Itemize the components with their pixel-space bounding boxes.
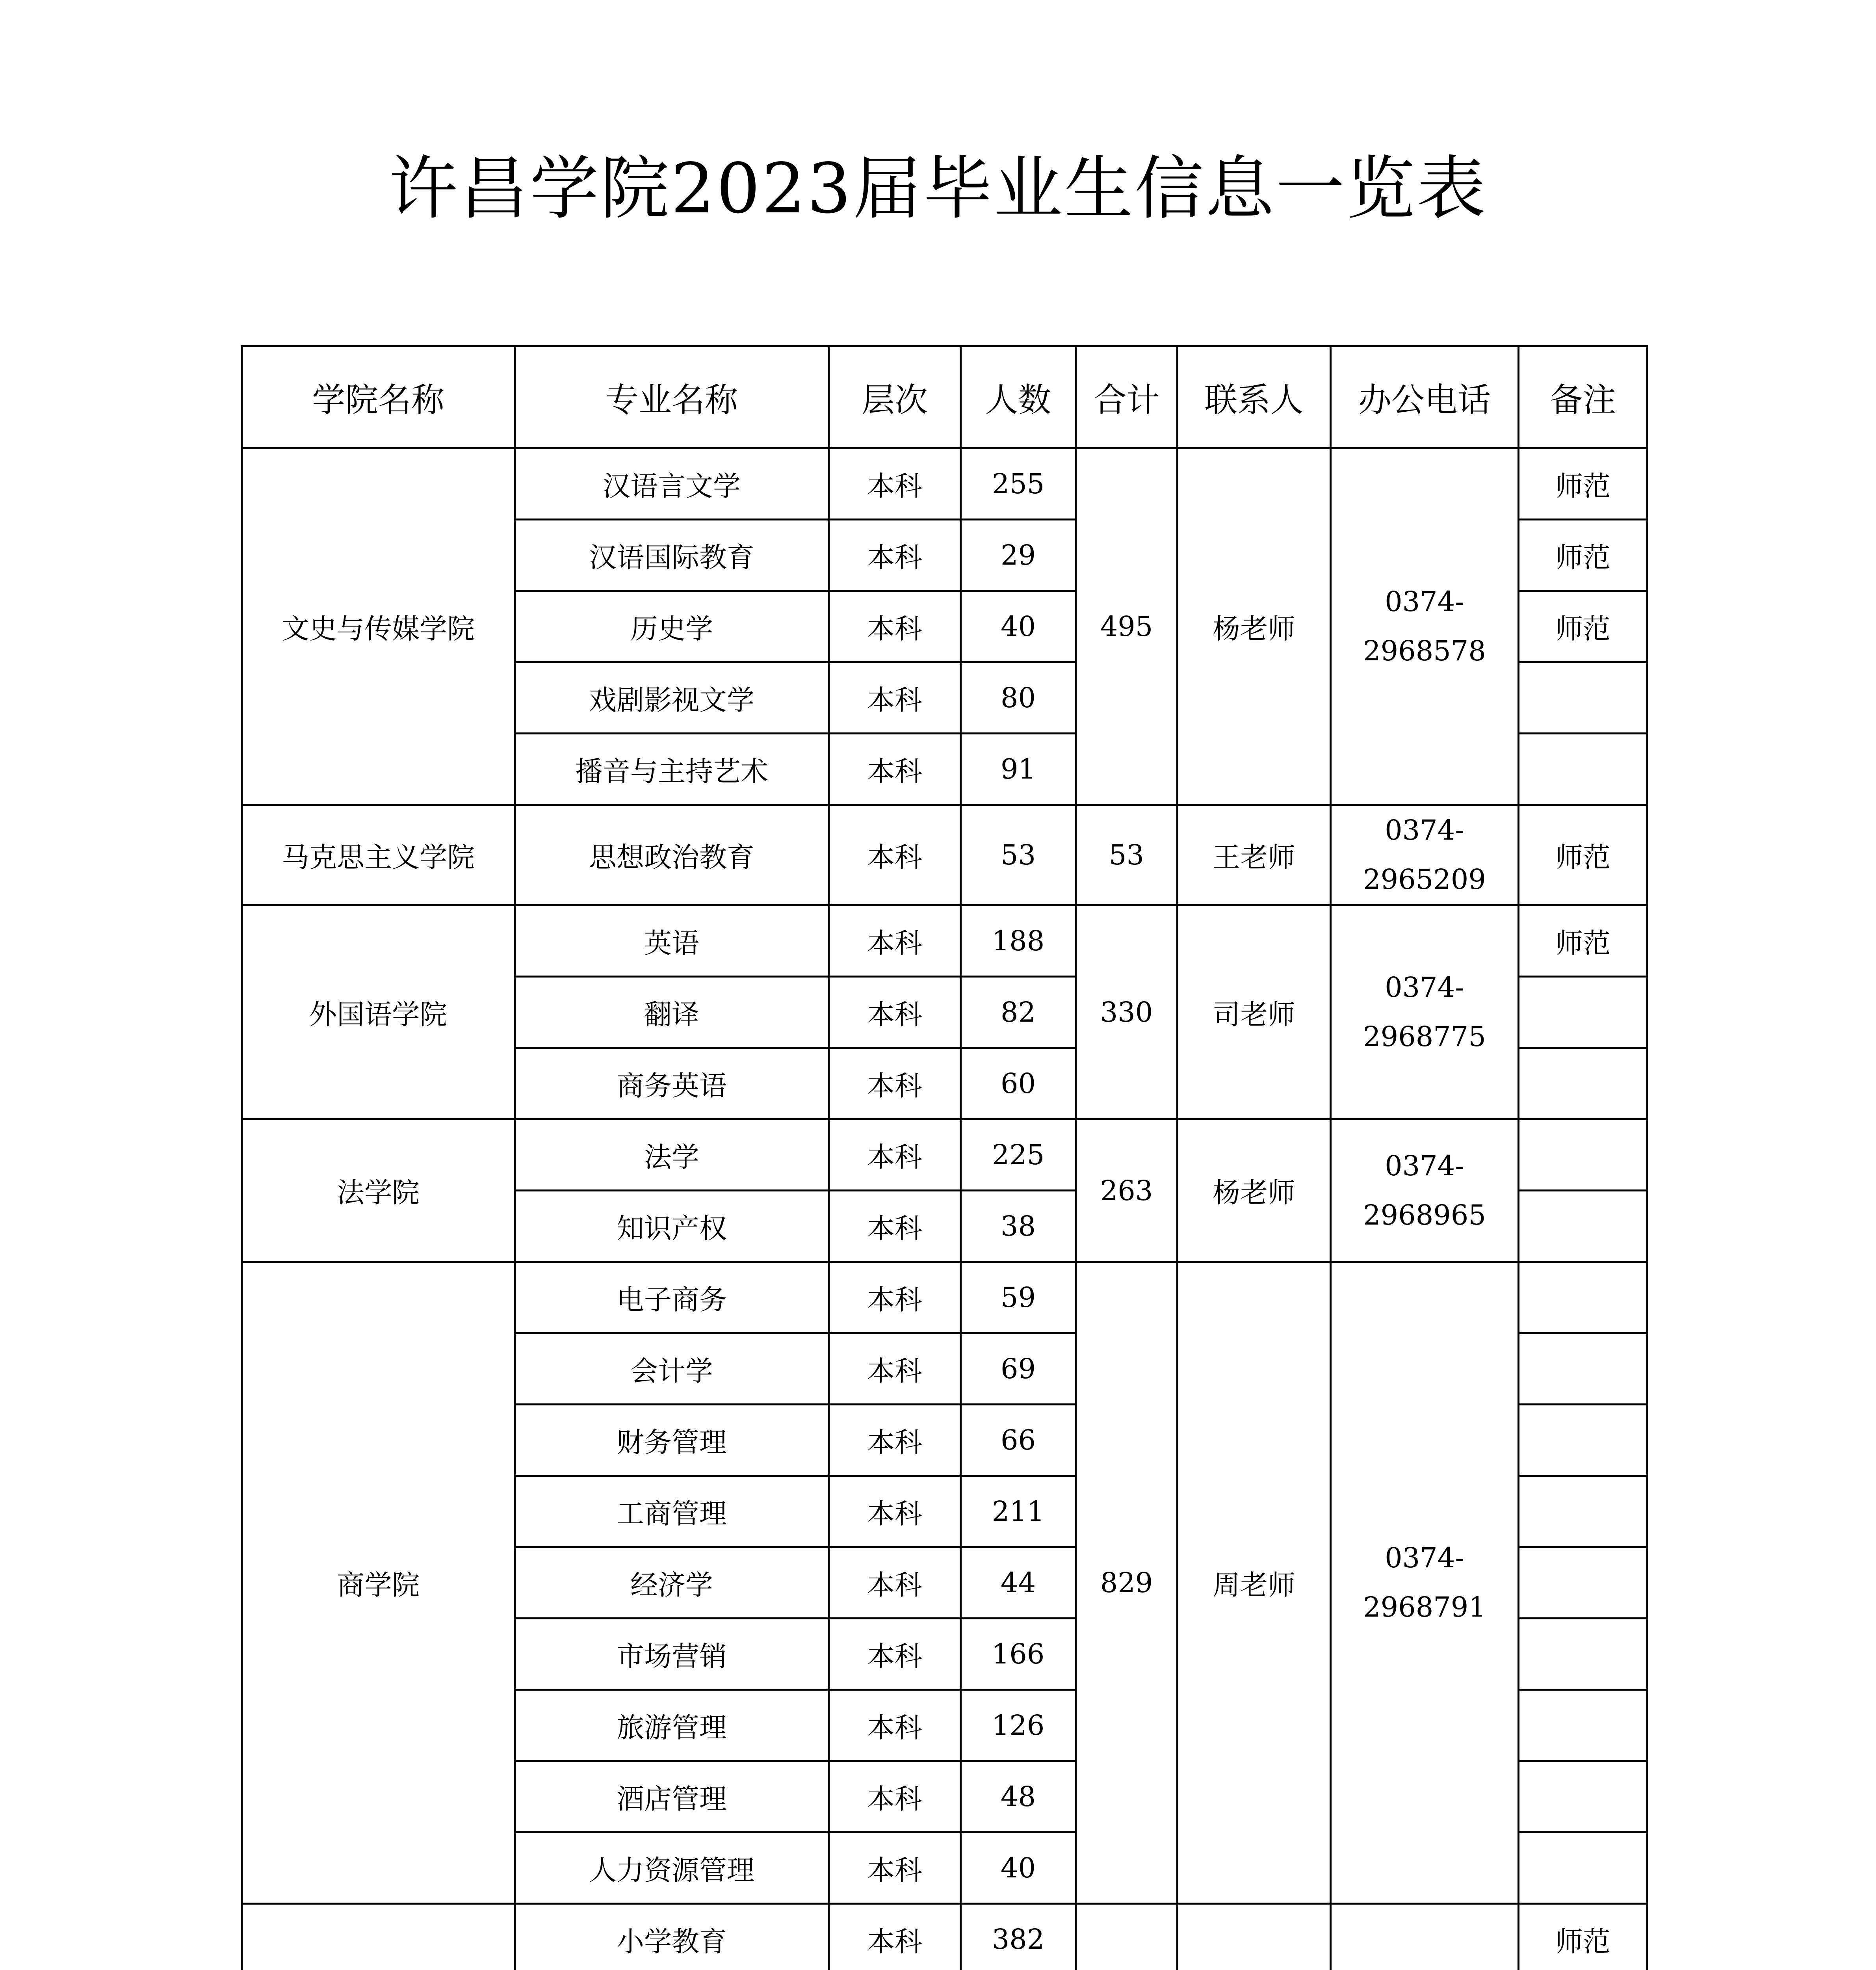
major-level: 本科 (829, 591, 961, 662)
college-contact: 司老师 (1178, 905, 1331, 1119)
major-note (1519, 662, 1648, 734)
table-row (242, 448, 1648, 520)
major-level: 本科 (829, 1333, 961, 1405)
major-note (1519, 1832, 1648, 1904)
major-name: 经济学 (515, 1547, 829, 1619)
college-total: 829 (1076, 1262, 1178, 1904)
header-note: 备注 (1519, 346, 1648, 448)
major-count: 211 (961, 1476, 1076, 1547)
phone-area: 0374- (1385, 1542, 1464, 1574)
college-phone (1331, 805, 1519, 905)
major-name: 汉语国际教育 (515, 520, 829, 591)
major-count: 44 (961, 1547, 1076, 1619)
major-count: 59 (961, 1262, 1076, 1333)
major-level: 本科 (829, 805, 961, 905)
table-row (242, 1262, 1648, 1333)
phone-area: 0374- (1385, 585, 1464, 618)
major-name: 酒店管理 (515, 1761, 829, 1832)
major-name: 戏剧影视文学 (515, 662, 829, 734)
major-note (1519, 1119, 1648, 1191)
major-count: 126 (961, 1690, 1076, 1761)
major-name: 会计学 (515, 1333, 829, 1405)
major-count: 60 (961, 1048, 1076, 1119)
major-name: 旅游管理 (515, 1690, 829, 1761)
major-level: 本科 (829, 662, 961, 734)
major-note: 师范 (1519, 1904, 1648, 1970)
major-count: 29 (961, 520, 1076, 591)
major-name: 市场营销 (515, 1619, 829, 1690)
major-level: 本科 (829, 1832, 961, 1904)
college-name (242, 1904, 515, 1970)
college-phone (1331, 1119, 1519, 1262)
header-contact: 联系人 (1178, 346, 1331, 448)
major-name: 思想政治教育 (515, 805, 829, 905)
page-title: 许昌学院2023届毕业生信息一览表 (388, 149, 1488, 229)
college-contact: 王老师 (1178, 805, 1331, 905)
major-note (1519, 1761, 1648, 1832)
table-row (242, 1904, 1648, 1970)
major-level: 本科 (829, 905, 961, 977)
major-level: 本科 (829, 1619, 961, 1690)
major-count: 40 (961, 1832, 1076, 1904)
header-row (242, 346, 1648, 448)
major-level: 本科 (829, 1191, 961, 1262)
major-level: 本科 (829, 448, 961, 520)
table-row (242, 905, 1648, 977)
phone-number: 2968775 (1363, 1020, 1486, 1053)
major-level: 本科 (829, 1547, 961, 1619)
major-name: 法学 (515, 1119, 829, 1191)
header-total: 合计 (1076, 346, 1178, 448)
major-note (1519, 1619, 1648, 1690)
major-count: 38 (961, 1191, 1076, 1262)
major-note: 师范 (1519, 905, 1648, 977)
major-note (1519, 1405, 1648, 1476)
header-count: 人数 (961, 346, 1076, 448)
major-count: 66 (961, 1405, 1076, 1476)
college-total: 330 (1076, 905, 1178, 1119)
major-count: 255 (961, 448, 1076, 520)
college-total (1076, 1904, 1178, 1970)
major-note: 师范 (1519, 591, 1648, 662)
major-note (1519, 1262, 1648, 1333)
major-note: 师范 (1519, 448, 1648, 520)
major-count: 69 (961, 1333, 1076, 1405)
major-name: 财务管理 (515, 1405, 829, 1476)
major-level: 本科 (829, 1119, 961, 1191)
major-name: 工商管理 (515, 1476, 829, 1547)
phone-number: 2965209 (1363, 863, 1486, 896)
major-level: 本科 (829, 1476, 961, 1547)
major-count: 80 (961, 662, 1076, 734)
college-contact: 杨老师 (1178, 1119, 1331, 1262)
major-level: 本科 (829, 734, 961, 805)
college-contact: 杨老师 (1178, 448, 1331, 805)
major-note (1519, 1690, 1648, 1761)
college-name: 法学院 (242, 1119, 515, 1262)
major-count: 188 (961, 905, 1076, 977)
major-note (1519, 1333, 1648, 1405)
major-note (1519, 734, 1648, 805)
phone-number: 2968791 (1363, 1591, 1486, 1623)
major-name: 电子商务 (515, 1262, 829, 1333)
major-name: 知识产权 (515, 1191, 829, 1262)
major-level: 本科 (829, 1048, 961, 1119)
college-name: 文史与传媒学院 (242, 448, 515, 805)
header-phone: 办公电话 (1331, 346, 1519, 448)
phone-area: 0374- (1385, 814, 1464, 846)
major-name: 小学教育 (515, 1904, 829, 1970)
major-count: 91 (961, 734, 1076, 805)
college-total: 53 (1076, 805, 1178, 905)
phone-number: 2968965 (1363, 1199, 1486, 1231)
major-count: 40 (961, 591, 1076, 662)
college-phone (1331, 448, 1519, 805)
college-contact (1178, 1904, 1331, 1970)
major-level: 本科 (829, 1904, 961, 1970)
major-name: 翻译 (515, 977, 829, 1048)
college-phone (1331, 905, 1519, 1119)
major-name: 商务英语 (515, 1048, 829, 1119)
major-count: 166 (961, 1619, 1076, 1690)
graduates-table (241, 345, 1648, 1970)
table-row (242, 805, 1648, 905)
major-count: 82 (961, 977, 1076, 1048)
phone-number: 2968578 (1363, 635, 1486, 667)
major-name: 历史学 (515, 591, 829, 662)
header-level: 层次 (829, 346, 961, 448)
major-level: 本科 (829, 1761, 961, 1832)
major-name: 人力资源管理 (515, 1832, 829, 1904)
major-note (1519, 977, 1648, 1048)
table-row (242, 1119, 1648, 1191)
major-note (1519, 1191, 1648, 1262)
major-count: 225 (961, 1119, 1076, 1191)
major-name: 英语 (515, 905, 829, 977)
college-name: 商学院 (242, 1262, 515, 1904)
major-note: 师范 (1519, 805, 1648, 905)
college-phone (1331, 1904, 1519, 1970)
major-level: 本科 (829, 520, 961, 591)
major-note (1519, 1476, 1648, 1547)
college-phone (1331, 1262, 1519, 1904)
major-level: 本科 (829, 1262, 961, 1333)
header-college: 学院名称 (242, 346, 515, 448)
major-name: 播音与主持艺术 (515, 734, 829, 805)
college-total: 263 (1076, 1119, 1178, 1262)
major-level: 本科 (829, 1405, 961, 1476)
major-note (1519, 1547, 1648, 1619)
header-major: 专业名称 (515, 346, 829, 448)
college-total: 495 (1076, 448, 1178, 805)
major-level: 本科 (829, 977, 961, 1048)
major-name: 汉语言文学 (515, 448, 829, 520)
college-name: 外国语学院 (242, 905, 515, 1119)
phone-area: 0374- (1385, 1149, 1464, 1182)
major-note (1519, 1048, 1648, 1119)
major-count: 48 (961, 1761, 1076, 1832)
major-count: 53 (961, 805, 1076, 905)
major-count: 382 (961, 1904, 1076, 1970)
college-name: 马克思主义学院 (242, 805, 515, 905)
major-note: 师范 (1519, 520, 1648, 591)
phone-area: 0374- (1385, 971, 1464, 1004)
major-level: 本科 (829, 1690, 961, 1761)
college-contact: 周老师 (1178, 1262, 1331, 1904)
